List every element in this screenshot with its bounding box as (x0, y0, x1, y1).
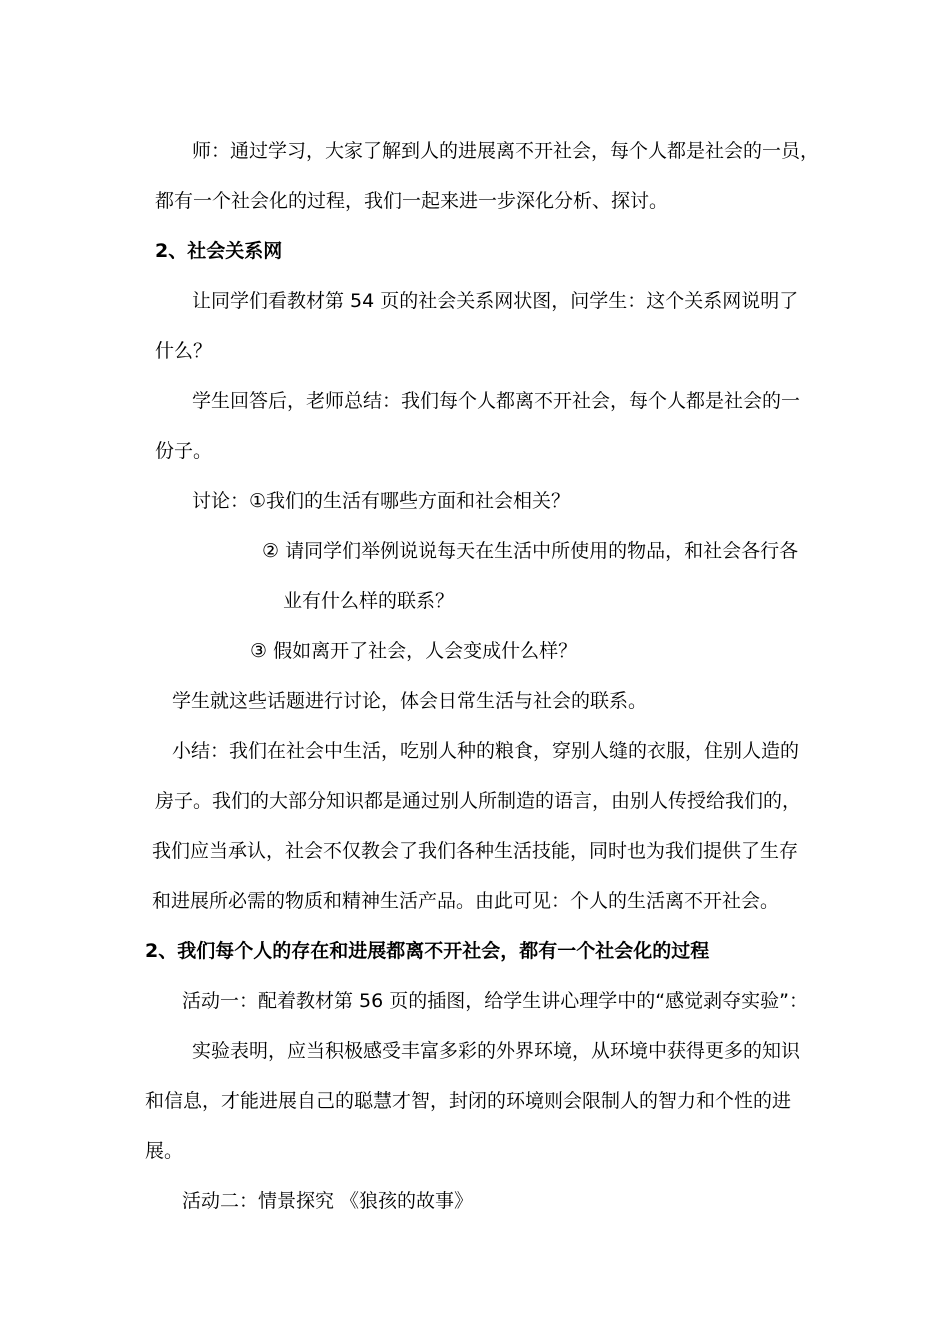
discussion-question: 业有什么样的联系？ (283, 590, 455, 612)
paragraph-line: 都有一个社会化的过程，我们一起来进一步深化分析、探讨。 (155, 190, 669, 212)
discussion-question: 讨论：①我们的生活有哪些方面和社会相关？ (192, 490, 571, 512)
section-heading: 2、社会关系网 (155, 240, 283, 262)
paragraph-line: 什么？ (155, 340, 213, 362)
summary-line: 我们应当承认，社会不仅教会了我们各种生活技能，同时也为我们提供了生存 (152, 840, 799, 862)
paragraph-line: 份子。 (155, 440, 213, 462)
discussion-question: ③ 假如离开了社会，人会变成什么样？ (250, 640, 578, 662)
activity-line: 活动一：配着教材第 56 页的插图，给学生讲心理学中的“感觉剥夺实验”： (182, 990, 808, 1012)
paragraph-line: 学生回答后，老师总结：我们每个人都离不开社会，每个人都是社会的一 (192, 390, 801, 412)
summary-line: 小结：我们在社会中生活，吃别人种的粮食，穿别人缝的衣服，住别人造的 (172, 740, 800, 762)
discussion-question: ② 请同学们举例说说每天在生活中所使用的物品，和社会各行各 (262, 540, 799, 562)
paragraph-line: 学生就这些话题进行讨论，体会日常生活与社会的联系。 (172, 690, 648, 712)
paragraph-line: 和信息，才能进展自己的聪慧才智，封闭的环境则会限制人的智力和个性的进 (145, 1090, 792, 1112)
paragraph-line: 实验表明，应当积极感受丰富多彩的外界环境，从环境中获得更多的知识 (192, 1040, 801, 1062)
section-heading: 2、我们每个人的存在和进展都离不开社会，都有一个社会化的过程 (145, 940, 710, 962)
paragraph-line: 展。 (145, 1140, 184, 1162)
activity-line: 活动二：情景探究 《狼孩的故事》 (182, 1190, 474, 1212)
paragraph-line: 让同学们看教材第 54 页的社会关系网状图，问学生：这个关系网说明了 (192, 290, 799, 312)
paragraph-line: 师：通过学习，大家了解到人的进展离不开社会，每个人都是社会的一员， (192, 140, 820, 162)
summary-line: 和进展所必需的物质和精神生活产品。由此可见：个人的生活离不开社会。 (152, 890, 780, 912)
summary-line: 房子。我们的大部分知识都是通过别人所制造的语言，由别人传授给我们的， (155, 790, 802, 812)
